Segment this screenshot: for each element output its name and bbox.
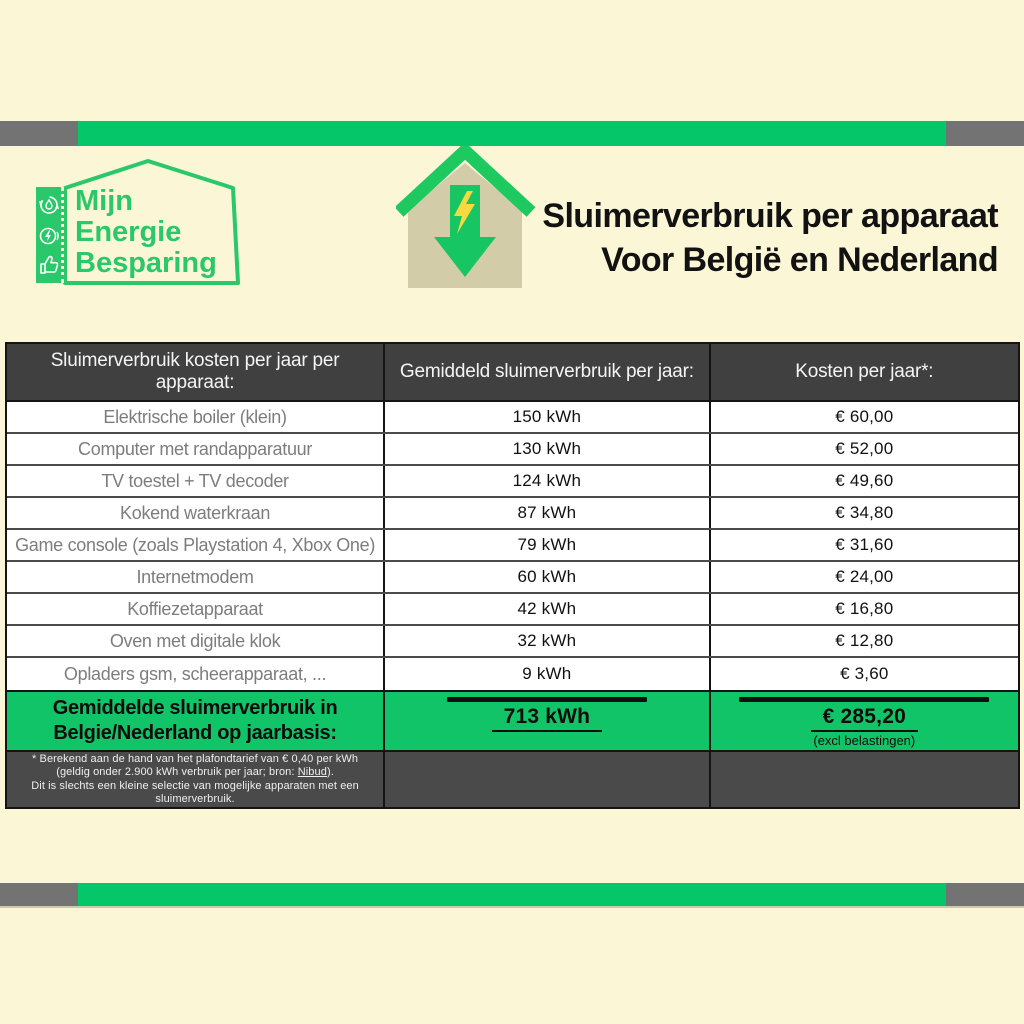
- device-name-cell: Opladers gsm, scheerapparaat, ...: [7, 658, 385, 690]
- totals-cost-value: € 285,20: [811, 705, 918, 732]
- logo-word-1: Mijn: [75, 185, 133, 217]
- footnote-line2-post: ).: [326, 766, 334, 778]
- table-row: [7, 402, 1018, 434]
- bottom-accent-bar: [0, 883, 1024, 908]
- table-header-row: [7, 344, 1018, 402]
- footnote-line2-pre: (geldig onder 2.900 kWh verbruik per jaar; bron:: [56, 766, 298, 778]
- col-header-device: Sluimerverbruik kosten per jaar per apparaat:: [7, 344, 385, 400]
- nibud-link[interactable]: Nibud: [297, 766, 327, 778]
- logo-word-3: Besparing: [75, 247, 217, 279]
- cost-cell: € 34,80: [835, 503, 894, 522]
- usage-cell: 150 kWh: [385, 402, 711, 432]
- logo-icon-strip: [36, 187, 64, 283]
- bottom-bar-gray-left: [0, 883, 78, 906]
- device-name-cell: Internetmodem: [7, 562, 385, 592]
- recycle-flame-icon: [38, 193, 60, 217]
- cost-cell: € 52,00: [835, 439, 894, 458]
- top-accent-bar: [0, 121, 1024, 146]
- consumption-table: [5, 342, 1020, 809]
- page-title-line2: Voor België en Nederland: [601, 241, 998, 279]
- footnote-line1: * Berekend aan de hand van het plafondtarief van € 0,40 per kWh: [31, 752, 359, 765]
- table-row: [7, 658, 1018, 690]
- page-title: [542, 194, 998, 282]
- device-name-cell: Kokend waterkraan: [7, 498, 385, 528]
- cost-cell: € 3,60: [840, 664, 889, 683]
- table-row: [7, 530, 1018, 562]
- usage-cell: 87 kWh: [385, 498, 711, 528]
- table-row: [7, 434, 1018, 466]
- usage-cell: 130 kWh: [385, 434, 711, 464]
- page-title-line1: Sluimerverbruik per apparaat: [542, 197, 998, 235]
- usage-cell: 60 kWh: [385, 562, 711, 592]
- footnote-row: [7, 752, 1018, 807]
- usage-cell: 42 kWh: [385, 594, 711, 624]
- totals-label-line2: Belgie/Nederland op jaarbasis:: [53, 722, 337, 744]
- cost-cell: € 12,80: [835, 631, 894, 650]
- footnote-line3: Dit is slechts een kleine selectie van mogelijke apparaten met een sluimerverbruik.: [31, 779, 359, 805]
- device-name-cell: TV toestel + TV decoder: [7, 466, 385, 496]
- totals-label-line1: Gemiddelde sluimerverbruik in: [52, 697, 338, 719]
- device-name-cell: Computer met randapparatuur: [7, 434, 385, 464]
- sum-line: [739, 697, 989, 702]
- totals-label: [7, 692, 385, 750]
- totals-row: [7, 690, 1018, 752]
- usage-cell: 9 kWh: [385, 658, 711, 690]
- bottom-bar-green: [78, 883, 946, 906]
- table-row: [7, 594, 1018, 626]
- cost-cell: € 24,00: [835, 567, 894, 586]
- totals-usage-cell: [385, 692, 711, 750]
- top-bar-gray-right: [946, 121, 1024, 146]
- footnote-cell: [7, 752, 385, 807]
- table-row: [7, 562, 1018, 594]
- table-row: [7, 498, 1018, 530]
- cost-cell: € 60,00: [835, 407, 894, 426]
- logo-wordmark: [75, 186, 217, 279]
- footnote-empty-cost-cell: [711, 752, 1018, 807]
- device-name-cell: Oven met digitale klok: [7, 626, 385, 656]
- thumbs-up-icon: [38, 254, 60, 276]
- usage-cell: 32 kWh: [385, 626, 711, 656]
- totals-cost-cell: [711, 692, 1018, 750]
- bottom-bar-gray-right: [946, 883, 1024, 906]
- col-header-usage: Gemiddeld sluimerverbruik per jaar:: [385, 344, 711, 400]
- top-bar-gray-left: [0, 121, 78, 146]
- device-name-cell: Game console (zoals Playstation 4, Xbox One): [7, 530, 385, 560]
- table-row: [7, 466, 1018, 498]
- cost-cell: € 16,80: [835, 599, 894, 618]
- logo-word-2: Energie: [75, 216, 182, 248]
- cost-cell: € 49,60: [835, 471, 894, 490]
- brand-logo: [36, 150, 346, 290]
- usage-cell: 124 kWh: [385, 466, 711, 496]
- table-row: [7, 626, 1018, 658]
- footnote-text: [18, 753, 373, 807]
- device-name-cell: Koffiezetapparaat: [7, 594, 385, 624]
- totals-cost-note: (excl belastingen): [813, 733, 916, 748]
- footnote-empty-usage-cell: [385, 752, 711, 807]
- device-name-cell: Elektrische boiler (klein): [7, 402, 385, 432]
- totals-usage-value: 713 kWh: [492, 705, 603, 732]
- sum-line: [447, 697, 647, 702]
- energy-saving-house-icon: [396, 146, 538, 291]
- usage-cell: 79 kWh: [385, 530, 711, 560]
- col-header-cost: Kosten per jaar*:: [795, 361, 934, 382]
- lightning-circle-icon: [38, 225, 60, 247]
- cost-cell: € 31,60: [835, 535, 894, 554]
- top-bar-green: [78, 121, 946, 146]
